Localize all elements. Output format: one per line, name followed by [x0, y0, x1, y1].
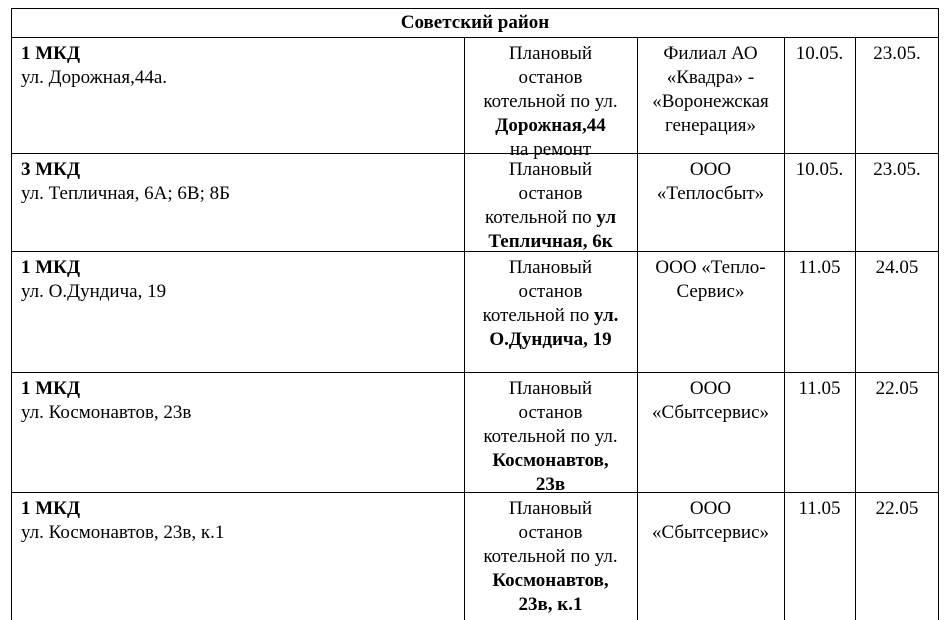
organization-line: «Воронежская	[652, 91, 769, 112]
end-date: 24.05	[875, 257, 919, 278]
organization-line: «Теплосбыт»	[656, 183, 765, 204]
end-date: 23.05.	[873, 159, 921, 180]
reason-segment: котельной по	[482, 305, 594, 326]
column-rule	[855, 37, 856, 620]
reason-line: Плановый	[508, 498, 593, 519]
table-rule	[11, 37, 939, 38]
reason-line: останов	[518, 183, 583, 204]
organization-cell	[637, 158, 784, 206]
reason-line: О.Дундича, 19	[489, 329, 612, 350]
reason-line: на ремонт	[509, 139, 592, 160]
building-cell	[11, 497, 464, 545]
end-date: 22.05	[875, 498, 919, 519]
reason-line: котельной по ул.	[483, 546, 618, 567]
building-count: 1 МКД	[21, 378, 81, 399]
organization-line: «Сбытсервис»	[651, 402, 770, 423]
organization-line: генерация»	[664, 115, 757, 136]
reason-segment: котельной по	[484, 207, 597, 228]
outage-reason-cell	[464, 158, 637, 254]
reason-line: останов	[518, 522, 583, 543]
outage-reason-cell	[464, 42, 637, 162]
organization-line: ООО	[689, 378, 732, 399]
building-cell	[11, 42, 464, 90]
building-cell	[11, 256, 464, 304]
organization-cell	[637, 377, 784, 425]
start-date: 11.05	[798, 498, 841, 519]
reason-line: Космонавтов,	[492, 570, 609, 591]
building-count: 1 МКД	[21, 257, 81, 278]
reason-segment: ул	[596, 207, 617, 228]
building-count: 1 МКД	[21, 498, 81, 519]
table-rule	[11, 372, 939, 373]
reason-line	[464, 206, 637, 230]
building-cell	[11, 377, 464, 425]
organization-line: ООО «Тепло-	[655, 257, 766, 278]
start-date: 11.05	[798, 257, 841, 278]
start-date: 10.05.	[795, 43, 844, 64]
reason-line: 23в, к.1	[518, 594, 583, 615]
reason-line: Космонавтов,	[492, 450, 609, 471]
outage-reason-cell	[464, 377, 637, 497]
organization-line: «Сбытсервис»	[651, 522, 770, 543]
reason-line: останов	[518, 281, 583, 302]
start-date: 11.05	[798, 378, 841, 399]
building-address: ул. Космонавтов, 23в, к.1	[21, 522, 225, 543]
organization-cell	[637, 256, 784, 304]
reason-line: Плановый	[508, 257, 593, 278]
building-count: 3 МКД	[21, 159, 81, 180]
reason-line: Плановый	[508, 159, 593, 180]
organization-cell	[637, 42, 784, 138]
building-address: ул. Дорожная,44а.	[21, 67, 168, 88]
end-date: 23.05.	[873, 43, 921, 64]
reason-line: Плановый	[508, 378, 593, 399]
reason-line: Тепличная, 6к	[488, 231, 613, 252]
organization-line: ООО	[689, 498, 732, 519]
reason-line: останов	[518, 402, 583, 423]
reason-line: котельной по ул.	[483, 426, 618, 447]
reason-line	[464, 304, 637, 328]
outage-table	[11, 8, 939, 620]
building-address: ул. Тепличная, 6А; 6В; 8Б	[21, 183, 231, 204]
reason-line: Плановый	[508, 43, 593, 64]
column-rule	[938, 8, 939, 620]
outage-reason-cell	[464, 497, 637, 617]
building-address: ул. Космонавтов, 23в	[21, 402, 192, 423]
organization-line: ООО	[689, 159, 732, 180]
outage-reason-cell	[464, 256, 637, 352]
reason-line: 23в	[535, 474, 566, 495]
reason-line: Дорожная,44	[495, 115, 606, 136]
building-address: ул. О.Дундича, 19	[21, 281, 167, 302]
start-date: 10.05.	[795, 159, 844, 180]
organization-line: Филиал АО	[663, 43, 758, 64]
organization-line: Сервис»	[676, 281, 745, 302]
district-title: Советский район	[400, 12, 550, 33]
reason-line: котельной по ул.	[483, 91, 618, 112]
organization-cell	[637, 497, 784, 545]
end-date: 22.05	[875, 378, 919, 399]
table-rule	[11, 8, 939, 9]
reason-line: останов	[518, 67, 583, 88]
building-cell	[11, 158, 464, 206]
organization-line: «Квадра» -	[666, 67, 755, 88]
column-rule	[784, 37, 785, 620]
reason-segment: ул.	[593, 305, 619, 326]
building-count: 1 МКД	[21, 43, 81, 64]
